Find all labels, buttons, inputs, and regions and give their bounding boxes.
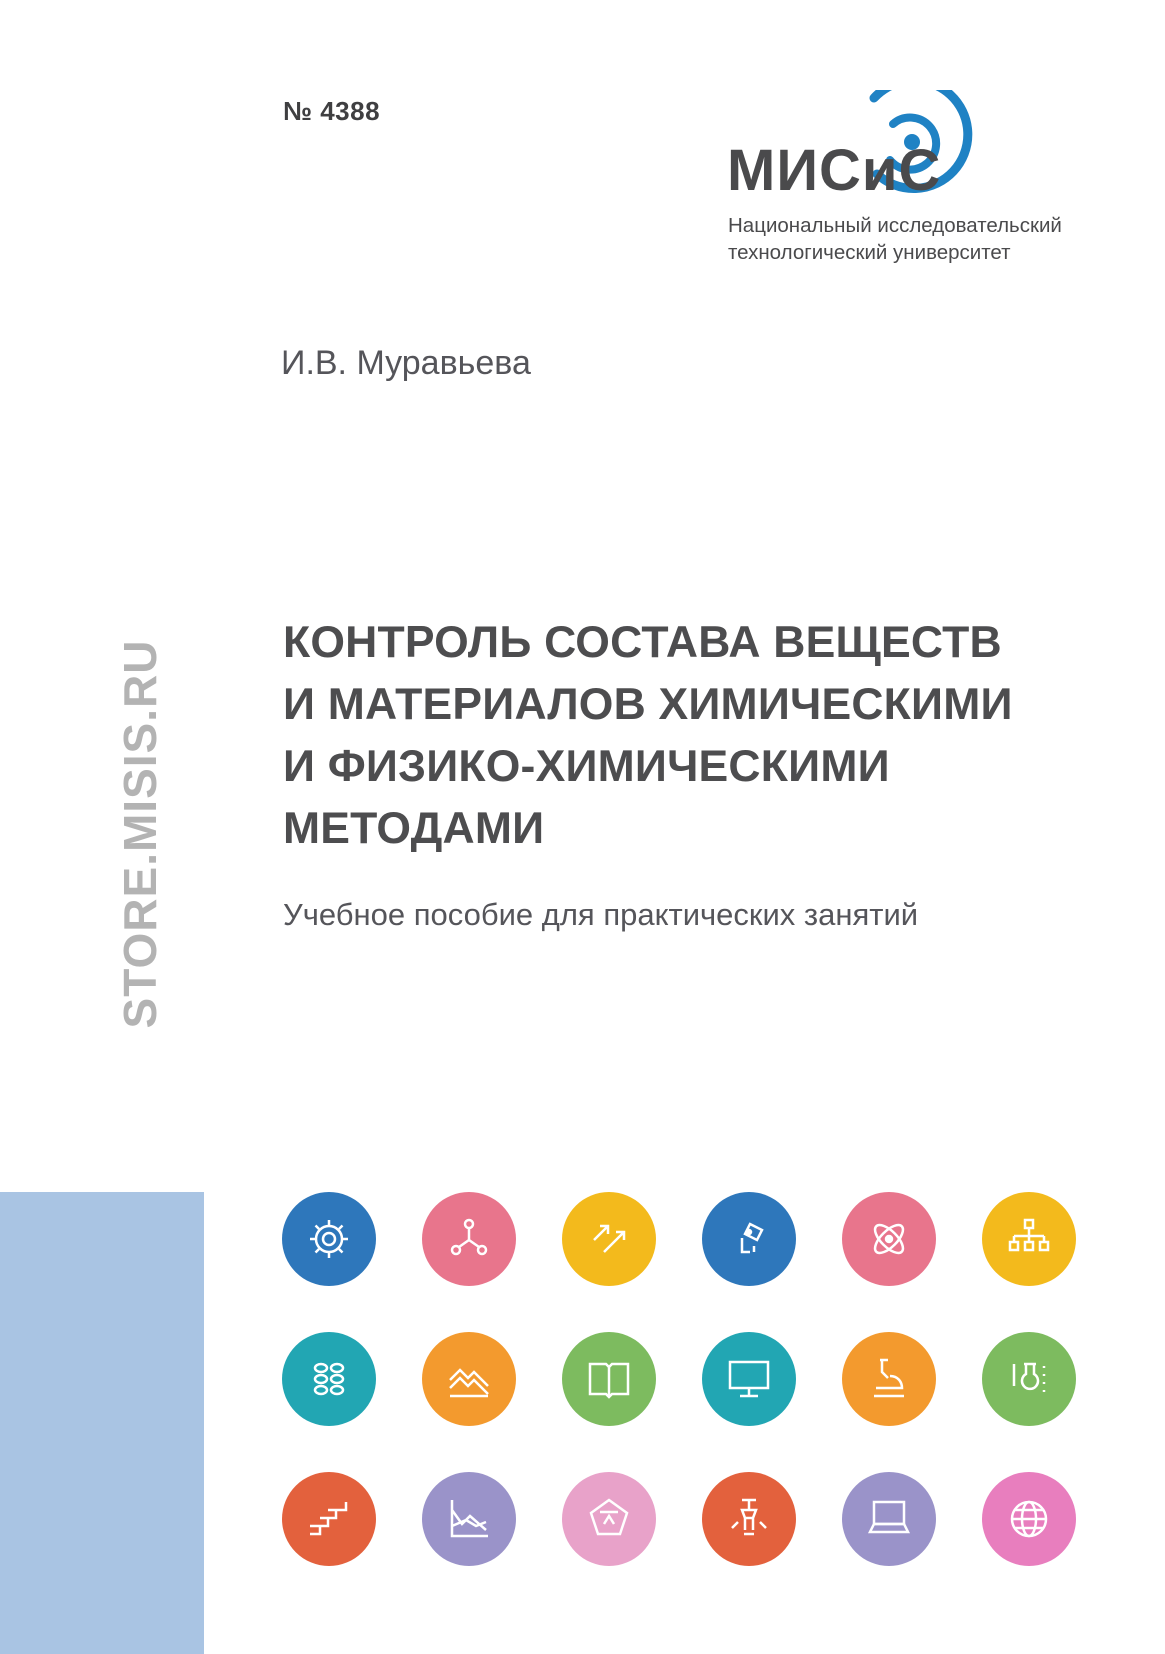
- globe-icon: [982, 1472, 1076, 1566]
- title-line: МЕТОДАМИ: [283, 804, 545, 853]
- robot-arm-icon: [702, 1472, 796, 1566]
- ladle-icon: [702, 1192, 796, 1286]
- title-line: И ФИЗИКО-ХИМИЧЕСКИМИ: [283, 742, 890, 791]
- book-icon: [562, 1332, 656, 1426]
- publisher-tagline: [728, 212, 1062, 266]
- title-line: КОНТРОЛЬ СОСТАВА ВЕЩЕСТВ: [283, 618, 1002, 667]
- publisher-tagline-line-2: технологический университет: [728, 241, 1011, 264]
- publisher-logo: [727, 90, 1107, 265]
- landscape-icon: [422, 1332, 516, 1426]
- hierarchy-icon: [982, 1192, 1076, 1286]
- stairs-icon: [282, 1472, 376, 1566]
- flask-icon: [982, 1332, 1076, 1426]
- monitor-icon: [702, 1332, 796, 1426]
- atom-icon: [842, 1192, 936, 1286]
- decorative-blue-strip: [0, 1192, 204, 1654]
- growth-arrows-icon: [562, 1192, 656, 1286]
- book-title: [283, 612, 1063, 860]
- line-graph-icon: [422, 1472, 516, 1566]
- beads-icon: [282, 1332, 376, 1426]
- book-subtitle: Учебное пособие для практических занятий: [283, 897, 919, 932]
- document-number: № 4388: [283, 96, 381, 126]
- gear-icon: [282, 1192, 376, 1286]
- publisher-name: МИСиС: [727, 138, 942, 203]
- pentagon-icon: [562, 1472, 656, 1566]
- spine-store-url: STORE.MISIS.RU: [114, 639, 166, 1029]
- title-line: И МАТЕРИАЛОВ ХИМИЧЕСКИМИ: [283, 680, 1013, 729]
- laptop-icon: [842, 1472, 936, 1566]
- molecule-icon: [422, 1192, 516, 1286]
- author-name: И.В. Муравьева: [281, 344, 531, 382]
- microscope-icon: [842, 1332, 936, 1426]
- publisher-tagline-line-1: Национальный исследовательский: [728, 214, 1062, 237]
